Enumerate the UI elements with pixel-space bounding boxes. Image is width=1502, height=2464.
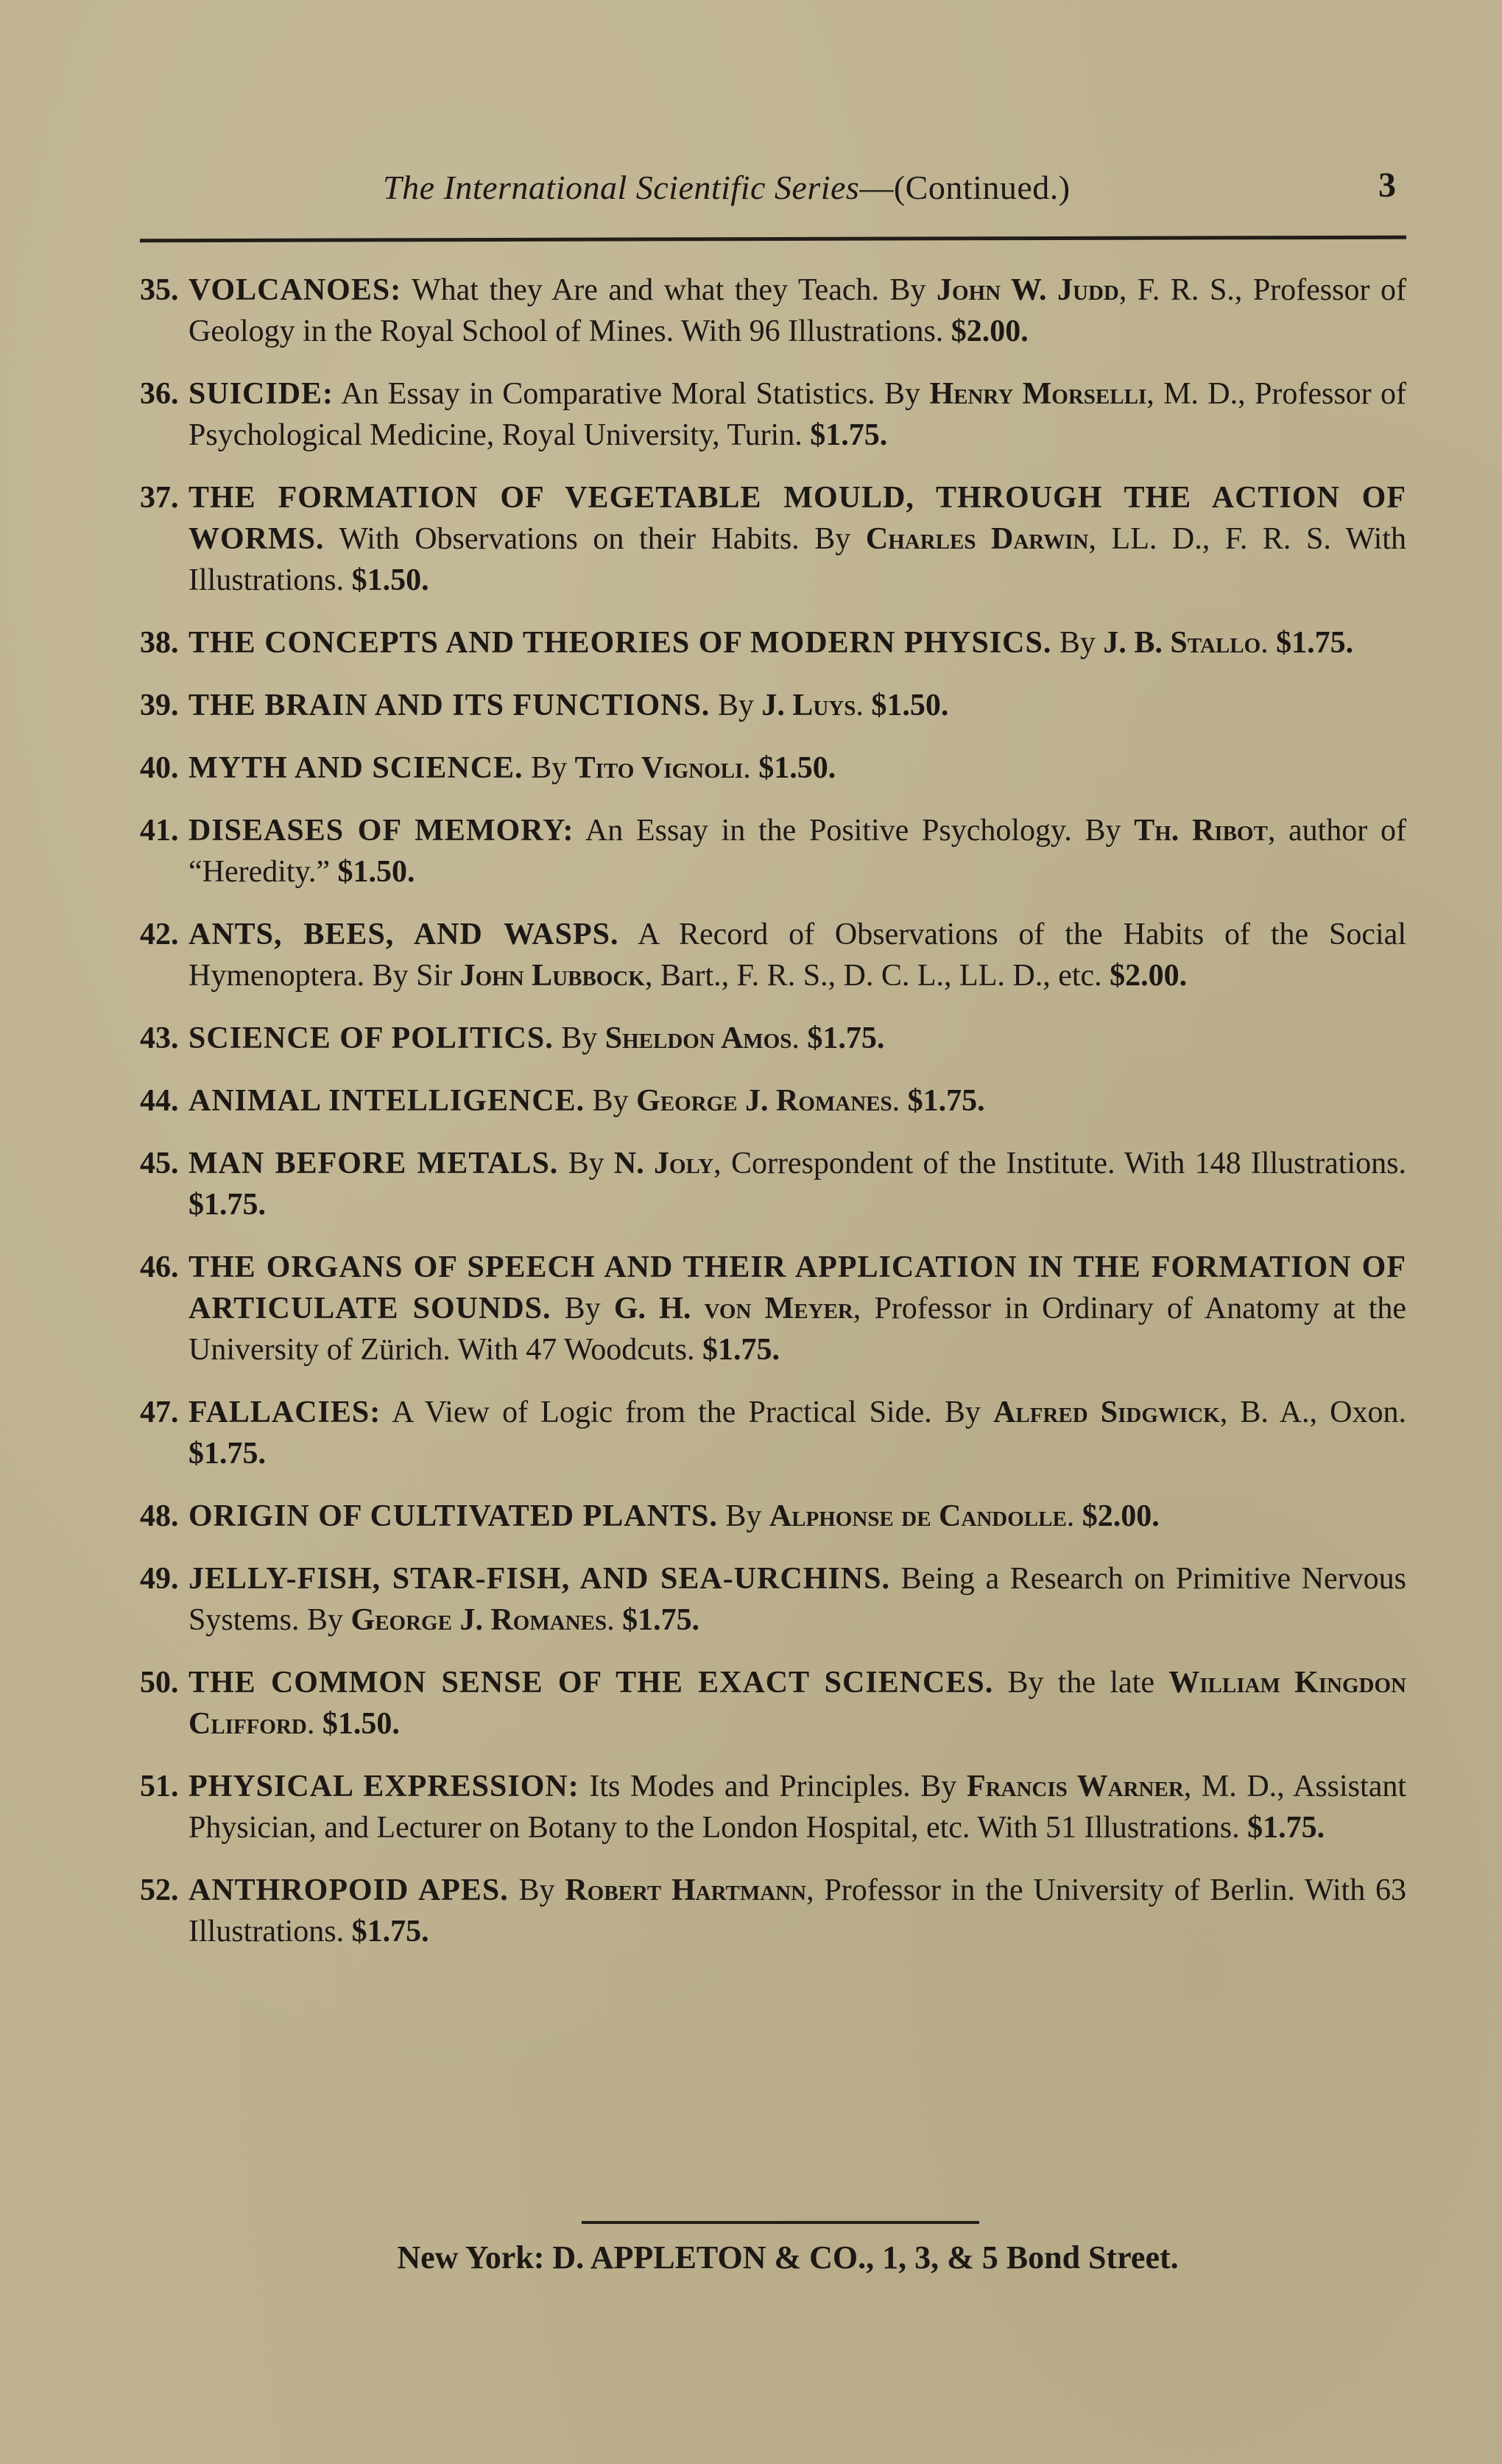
entry-title: MAN BEFORE METALS. xyxy=(188,1147,559,1180)
entry-price: $1.75. xyxy=(188,1188,266,1222)
entry-number: 46. xyxy=(140,1250,179,1284)
list-item xyxy=(140,1496,1406,1537)
entry-description: With Observations on their Habits. By xyxy=(324,522,866,556)
list-item xyxy=(140,622,1406,663)
entry-title: DISEASES OF MEMORY: xyxy=(188,814,574,848)
header-rule xyxy=(140,236,1406,243)
running-header xyxy=(140,168,1406,219)
entry-number: 50. xyxy=(140,1666,179,1700)
entry-credentials: , LL. D., F. R. S. With Illustrations. xyxy=(188,522,1406,597)
entry-author: G. H. von Meyer xyxy=(613,1292,853,1326)
entry-credentials: , B. A., Oxon. xyxy=(1219,1395,1406,1429)
entry-title: ANTS, BEES, AND WASPS. xyxy=(188,918,619,951)
entry-author: Tito Vignoli xyxy=(574,751,744,785)
continued-label: —(Continued.) xyxy=(859,169,1071,206)
entry-credentials: . xyxy=(856,689,872,722)
entry-description: What they Are and what they Teach. By xyxy=(401,273,937,307)
entry-credentials: , M. D., Assistant Physician, and Lecturer on Botany to the London Hospital, etc. With 51 Illustrations. xyxy=(188,1770,1407,1845)
entry-title: ANIMAL INTELLIGENCE. xyxy=(188,1084,585,1118)
entry-author: William Kingdon Clifford xyxy=(188,1666,1407,1741)
entry-credentials: . xyxy=(791,1021,808,1055)
entry-description: Being a Research on Primitive Nervous Systems. By xyxy=(188,1562,1407,1637)
list-item xyxy=(140,270,1406,352)
entry-description: A Record of Observations of the Habits of the Social Hymenoptera. By Sir xyxy=(188,918,1406,993)
entry-credentials: , Bart., F. R. S., D. C. L., LL. D., etc. xyxy=(644,959,1110,993)
entry-description: By xyxy=(558,1147,614,1180)
entry-number: 42. xyxy=(140,918,179,951)
entry-author: George J. Romanes xyxy=(636,1084,892,1118)
entry-credentials: , Professor in Ordinary of Anatomy at the University of Zürich. With 47 Woodcuts. xyxy=(188,1292,1406,1367)
entry-title: PHYSICAL EXPRESSION: xyxy=(188,1770,579,1803)
entry-author: Henry Morselli xyxy=(929,377,1147,411)
list-item xyxy=(140,1766,1406,1848)
series-title-italic: The International Scientific Series xyxy=(383,169,860,206)
entry-description: By the late xyxy=(993,1666,1169,1700)
entry-description: A View of Logic from the Practical Side. By xyxy=(381,1395,994,1429)
entry-price: $1.75. xyxy=(188,1437,266,1471)
entry-author: Francis Warner xyxy=(966,1770,1184,1803)
entry-price: $1.75. xyxy=(907,1084,985,1118)
entry-price: $1.50. xyxy=(758,751,836,785)
entry-title: VOLCANOES: xyxy=(188,273,402,307)
page-number: 3 xyxy=(1378,166,1396,205)
entry-title: ORIGIN OF CULTIVATED PLANTS. xyxy=(188,1499,718,1533)
list-item xyxy=(140,1080,1406,1122)
list-item xyxy=(140,747,1406,789)
entry-price: $1.75. xyxy=(810,418,888,452)
entry-price: $1.50. xyxy=(351,563,429,597)
list-item xyxy=(140,1558,1406,1641)
entry-author: Th. Ribot xyxy=(1134,814,1268,848)
publisher-imprint: New York: D. APPLETON & CO., 1, 3, & 5 Bond Street. xyxy=(397,2239,1179,2275)
entry-number: 35. xyxy=(140,273,179,307)
entry-credentials: . xyxy=(1066,1499,1082,1533)
entry-title: THE CONCEPTS AND THEORIES OF MODERN PHYSICS. xyxy=(188,626,1052,660)
entry-price: $1.75. xyxy=(622,1603,700,1637)
entry-description: An Essay in Comparative Moral Statistics. By xyxy=(334,377,930,411)
entry-description: An Essay in the Positive Psychology. By xyxy=(574,814,1135,848)
entry-credentials: . xyxy=(1261,626,1277,660)
entry-number: 44. xyxy=(140,1084,179,1118)
entry-credentials: . xyxy=(607,1603,623,1637)
entry-author: J. B. Stallo xyxy=(1103,626,1261,660)
entry-price: $2.00. xyxy=(951,314,1029,348)
entry-price: $1.75. xyxy=(351,1915,429,1949)
entry-number: 49. xyxy=(140,1562,179,1596)
entry-author: Robert Hartmann xyxy=(565,1873,807,1907)
entry-number: 43. xyxy=(140,1021,179,1055)
entry-author: Alfred Sidgwick xyxy=(993,1395,1220,1429)
list-item xyxy=(140,373,1406,456)
list-item xyxy=(140,914,1406,996)
list-item xyxy=(140,1662,1406,1745)
list-item xyxy=(140,1018,1406,1059)
entry-price: $1.75. xyxy=(702,1333,780,1367)
entry-number: 39. xyxy=(140,689,179,722)
entry-description: By xyxy=(508,1873,565,1907)
entry-price: $1.75. xyxy=(1276,626,1354,660)
entry-description: By xyxy=(553,1021,605,1055)
entry-description: By xyxy=(551,1292,614,1326)
entry-number: 45. xyxy=(140,1147,179,1180)
entry-title: SCIENCE OF POLITICS. xyxy=(188,1021,554,1055)
entry-credentials: , Correspondent of the Institute. With 148 Illustrations. xyxy=(713,1147,1407,1180)
entry-number: 51. xyxy=(140,1770,179,1803)
entry-author: Sheldon Amos xyxy=(604,1021,792,1055)
entry-credentials: , M. D., Professor of Psychological Medicine, Royal University, Turin. xyxy=(188,377,1407,452)
entry-title: MYTH AND SCIENCE. xyxy=(188,751,523,785)
list-item xyxy=(140,477,1406,601)
entry-author: N. Joly xyxy=(613,1147,714,1180)
entry-title: THE FORMATION OF VEGETABLE MOULD, THROUGH THE ACTION OF WORMS. xyxy=(188,481,1406,556)
entry-author: John Lubbock xyxy=(459,959,645,993)
entry-number: 38. xyxy=(140,626,179,660)
entry-number: 52. xyxy=(140,1873,179,1907)
book-list xyxy=(140,270,1406,1974)
entry-description: Its Modes and Principles. By xyxy=(579,1770,967,1803)
entry-number: 47. xyxy=(140,1395,179,1429)
entry-credentials: . xyxy=(306,1707,322,1741)
entry-title: ANTHROPOID APES. xyxy=(188,1873,509,1907)
list-item xyxy=(140,1392,1406,1474)
entry-author: George J. Romanes xyxy=(350,1603,607,1637)
entry-price: $1.50. xyxy=(871,689,949,722)
entry-title: THE COMMON SENSE OF THE EXACT SCIENCES. xyxy=(188,1666,994,1700)
entry-description: By xyxy=(710,689,762,722)
entry-title: FALLACIES: xyxy=(188,1395,381,1429)
list-item xyxy=(140,685,1406,726)
footer-rule xyxy=(582,2221,979,2224)
entry-author: Charles Darwin xyxy=(865,522,1089,556)
entry-credentials: , Professor in the University of Berlin. With 63 Illustrations. xyxy=(188,1873,1407,1949)
list-item xyxy=(140,1143,1406,1225)
list-item xyxy=(140,1247,1406,1370)
entry-price: $2.00. xyxy=(1110,959,1188,993)
entry-title: JELLY-FISH, STAR-FISH, AND SEA-URCHINS. xyxy=(188,1562,890,1596)
entry-title: THE BRAIN AND ITS FUNCTIONS. xyxy=(188,689,711,722)
entry-number: 40. xyxy=(140,751,179,785)
entry-title: SUICIDE: xyxy=(188,377,334,411)
entry-credentials: . xyxy=(743,751,759,785)
list-item xyxy=(140,810,1406,893)
entry-description: By xyxy=(585,1084,637,1118)
entry-author: J. Luys xyxy=(761,689,856,722)
entry-title: THE ORGANS OF SPEECH AND THEIR APPLICATION IN THE FORMATION OF ARTICULATE SOUNDS. xyxy=(188,1250,1406,1326)
entry-author: John W. Judd xyxy=(937,273,1119,307)
entry-price: $2.00. xyxy=(1082,1499,1160,1533)
entry-description: By xyxy=(1051,626,1104,660)
entry-description: By xyxy=(523,751,575,785)
list-item xyxy=(140,1870,1406,1952)
entry-number: 37. xyxy=(140,481,179,515)
entry-number: 36. xyxy=(140,377,179,411)
entry-price: $1.50. xyxy=(337,855,415,889)
entry-price: $1.75. xyxy=(1247,1811,1325,1845)
series-title xyxy=(383,168,1071,207)
entry-credentials: . xyxy=(892,1084,908,1118)
entry-price: $1.75. xyxy=(807,1021,885,1055)
entry-number: 41. xyxy=(140,814,179,848)
entry-credentials: , author of “Heredity.” xyxy=(188,814,1406,889)
entry-description: By xyxy=(717,1499,769,1533)
entry-price: $1.50. xyxy=(322,1707,400,1741)
entry-credentials: , F. R. S., Professor of Geology in the Royal School of Mines. With 96 Illustrations. xyxy=(188,273,1406,348)
entry-author: Alphonse de Candolle xyxy=(769,1499,1067,1533)
entry-number: 48. xyxy=(140,1499,179,1533)
